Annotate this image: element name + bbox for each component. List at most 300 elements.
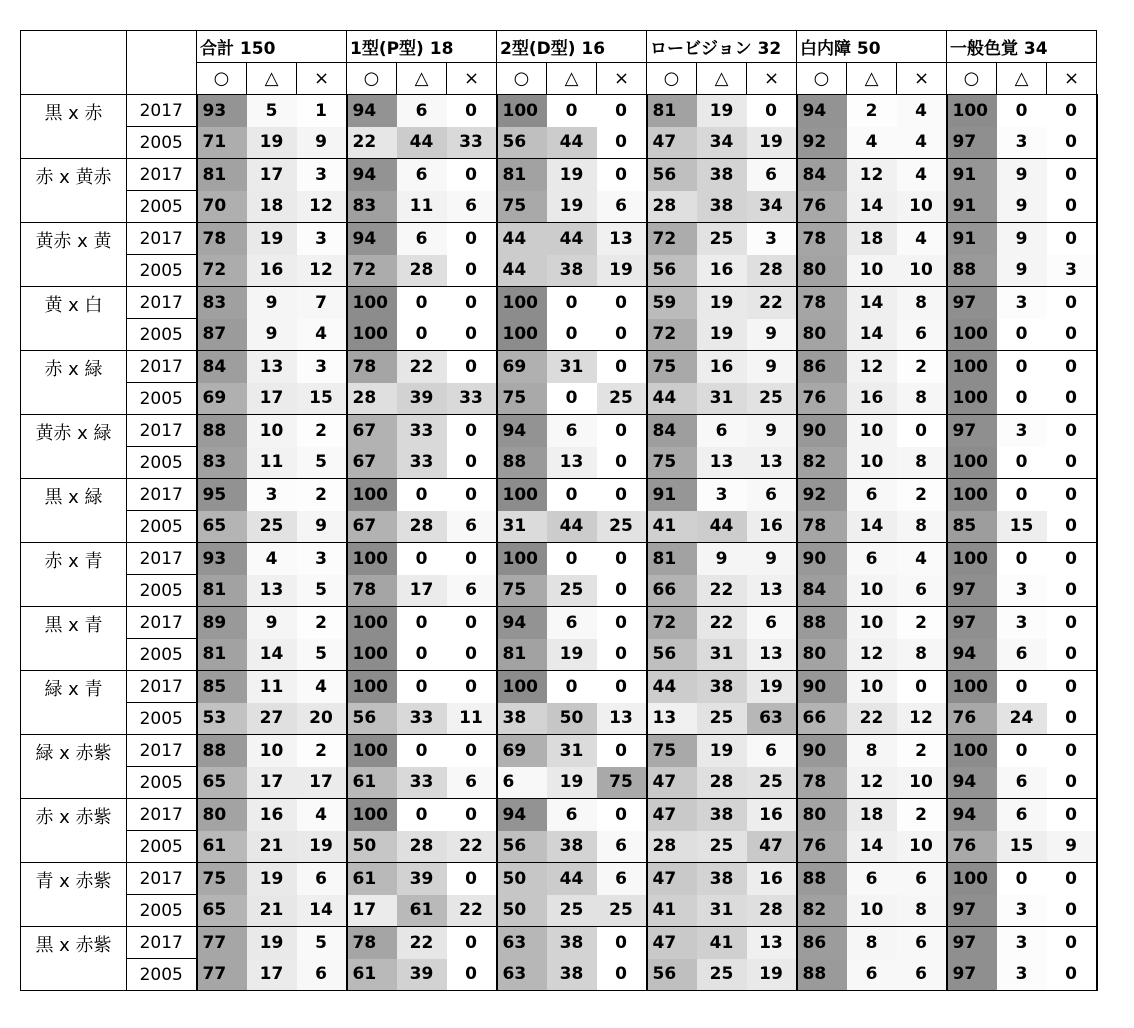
percent-cell: 100 — [947, 479, 997, 511]
percent-cell: 9 — [297, 127, 347, 159]
percent-cell: 76 — [797, 831, 847, 863]
table-row — [21, 639, 1097, 671]
percent-cell: 100 — [497, 543, 547, 575]
percent-cell: 0 — [747, 95, 797, 127]
percent-cell: 38 — [547, 255, 597, 287]
percent-cell: 17 — [397, 575, 447, 607]
table-row — [21, 543, 1097, 575]
year-cell: 2005 — [127, 383, 197, 415]
percent-cell: 12 — [847, 767, 897, 799]
percent-cell: 22 — [697, 575, 747, 607]
percent-cell: 16 — [697, 351, 747, 383]
percent-cell: 22 — [847, 703, 897, 735]
percent-cell: 12 — [847, 159, 897, 191]
percent-cell: 84 — [797, 159, 847, 191]
percent-cell: 34 — [697, 127, 747, 159]
percent-cell: 0 — [597, 415, 647, 447]
percent-cell: 4 — [897, 159, 947, 191]
percent-cell: 3 — [997, 287, 1047, 319]
percent-cell: 38 — [497, 703, 547, 735]
percent-cell: 6 — [747, 607, 797, 639]
percent-cell: 8 — [897, 287, 947, 319]
percent-cell: 0 — [1047, 191, 1097, 223]
percent-cell: 9 — [247, 607, 297, 639]
percent-cell: 10 — [897, 831, 947, 863]
color-pair-label: 黄赤 x 緑 — [21, 415, 127, 479]
percent-cell: 41 — [697, 927, 747, 959]
percent-cell: 6 — [447, 575, 497, 607]
symbol-header-cell: △ — [247, 63, 297, 95]
color-pair-label: 黄 x 白 — [21, 287, 127, 351]
percent-cell: 13 — [747, 639, 797, 671]
percent-cell: 33 — [447, 127, 497, 159]
year-cell: 2017 — [127, 415, 197, 447]
percent-cell: 2 — [897, 351, 947, 383]
symbol-header-cell: △ — [397, 63, 447, 95]
percent-cell: 44 — [497, 255, 547, 287]
percent-cell: 100 — [947, 95, 997, 127]
percent-cell: 94 — [797, 95, 847, 127]
percent-cell: 67 — [347, 447, 397, 479]
percent-cell: 25 — [597, 895, 647, 927]
percent-cell: 9 — [747, 543, 797, 575]
percent-cell: 13 — [547, 447, 597, 479]
percent-cell: 19 — [697, 735, 747, 767]
percent-cell: 0 — [547, 479, 597, 511]
percent-cell: 6 — [847, 543, 897, 575]
percent-cell: 9 — [997, 223, 1047, 255]
color-pair-label: 緑 x 赤紫 — [21, 735, 127, 799]
percent-cell: 0 — [447, 95, 497, 127]
percent-cell: 13 — [247, 575, 297, 607]
percent-cell: 61 — [197, 831, 247, 863]
percent-cell: 92 — [797, 127, 847, 159]
year-cell: 2017 — [127, 735, 197, 767]
percent-cell: 72 — [347, 255, 397, 287]
percent-cell: 47 — [647, 767, 697, 799]
percent-cell: 6 — [597, 191, 647, 223]
percent-cell: 56 — [647, 959, 697, 991]
table-row — [21, 927, 1097, 959]
percent-cell: 2 — [897, 607, 947, 639]
percent-cell: 0 — [447, 959, 497, 991]
percent-cell: 5 — [297, 447, 347, 479]
percent-cell: 69 — [197, 383, 247, 415]
percent-cell: 6 — [897, 863, 947, 895]
percent-cell: 83 — [197, 287, 247, 319]
group-header-type2: 2型(D型) 16 — [497, 31, 647, 63]
percent-cell: 19 — [247, 927, 297, 959]
percent-cell: 0 — [1047, 383, 1097, 415]
percent-cell: 3 — [997, 415, 1047, 447]
percent-cell: 13 — [747, 927, 797, 959]
percent-cell: 31 — [547, 351, 597, 383]
percent-cell: 3 — [1047, 255, 1097, 287]
percent-cell: 21 — [247, 895, 297, 927]
symbol-header-cell: × — [297, 63, 347, 95]
percent-cell: 50 — [547, 703, 597, 735]
percent-cell: 72 — [197, 255, 247, 287]
percent-cell: 100 — [947, 447, 997, 479]
percent-cell: 67 — [347, 415, 397, 447]
percent-cell: 6 — [547, 799, 597, 831]
table-row — [21, 255, 1097, 287]
percent-cell: 0 — [997, 863, 1047, 895]
percent-cell: 10 — [847, 895, 897, 927]
percent-cell: 19 — [547, 767, 597, 799]
percent-cell: 41 — [647, 511, 697, 543]
percent-cell: 10 — [847, 575, 897, 607]
percent-cell: 80 — [797, 799, 847, 831]
year-cell: 2017 — [127, 863, 197, 895]
group-header-total: 合計 150 — [197, 31, 347, 63]
percent-cell: 10 — [897, 767, 947, 799]
percent-cell: 11 — [247, 671, 297, 703]
percent-cell: 82 — [797, 895, 847, 927]
percent-cell: 28 — [747, 255, 797, 287]
symbol-header-cell: × — [747, 63, 797, 95]
percent-cell: 6 — [297, 959, 347, 991]
percent-cell: 90 — [797, 735, 847, 767]
percent-cell: 10 — [847, 607, 897, 639]
percent-cell: 7 — [297, 287, 347, 319]
percent-cell: 13 — [597, 223, 647, 255]
percent-cell: 41 — [647, 895, 697, 927]
percent-cell: 0 — [997, 447, 1047, 479]
percent-cell: 14 — [847, 831, 897, 863]
percent-cell: 28 — [647, 831, 697, 863]
percent-cell: 2 — [897, 799, 947, 831]
percent-cell: 28 — [747, 895, 797, 927]
percent-cell: 100 — [347, 735, 397, 767]
percent-cell: 100 — [947, 863, 997, 895]
group-header-low-vision: ロービジョン 32 — [647, 31, 797, 63]
percent-cell: 56 — [647, 255, 697, 287]
percent-cell: 19 — [747, 671, 797, 703]
table-row — [21, 95, 1097, 127]
color-pair-label: 黒 x 赤紫 — [21, 927, 127, 991]
year-cell: 2005 — [127, 703, 197, 735]
percent-cell: 17 — [347, 895, 397, 927]
percent-cell: 47 — [647, 127, 697, 159]
percent-cell: 25 — [547, 575, 597, 607]
percent-cell: 8 — [897, 895, 947, 927]
percent-cell: 0 — [397, 543, 447, 575]
percent-cell: 65 — [197, 767, 247, 799]
percent-cell: 80 — [797, 639, 847, 671]
percent-cell: 61 — [397, 895, 447, 927]
percent-cell: 28 — [397, 831, 447, 863]
group-header-type1: 1型(P型) 18 — [347, 31, 497, 63]
color-pair-label: 青 x 赤紫 — [21, 863, 127, 927]
percent-cell: 94 — [347, 95, 397, 127]
percent-cell: 3 — [997, 927, 1047, 959]
percent-cell: 91 — [947, 159, 997, 191]
percent-cell: 56 — [647, 159, 697, 191]
percent-cell: 8 — [847, 927, 897, 959]
percent-cell: 0 — [447, 671, 497, 703]
percent-cell: 100 — [347, 479, 397, 511]
percent-cell: 47 — [647, 799, 697, 831]
percent-cell: 10 — [247, 735, 297, 767]
percent-cell: 0 — [547, 95, 597, 127]
percent-cell: 15 — [297, 383, 347, 415]
percent-cell: 0 — [1047, 415, 1097, 447]
percent-cell: 6 — [847, 479, 897, 511]
percent-cell: 5 — [297, 575, 347, 607]
percent-cell: 20 — [297, 703, 347, 735]
percent-cell: 38 — [697, 159, 747, 191]
percent-cell: 100 — [497, 95, 547, 127]
percent-cell: 88 — [797, 959, 847, 991]
percent-cell: 81 — [497, 159, 547, 191]
percent-cell: 22 — [347, 127, 397, 159]
percent-cell: 0 — [997, 383, 1047, 415]
percent-cell: 75 — [647, 447, 697, 479]
percent-cell: 12 — [897, 703, 947, 735]
table-row — [21, 223, 1097, 255]
percent-cell: 0 — [597, 287, 647, 319]
percent-cell: 0 — [597, 959, 647, 991]
percent-cell: 2 — [847, 95, 897, 127]
percent-cell: 0 — [1047, 671, 1097, 703]
percent-cell: 3 — [297, 159, 347, 191]
percent-cell: 25 — [547, 895, 597, 927]
percent-cell: 0 — [997, 479, 1047, 511]
percent-cell: 16 — [847, 383, 897, 415]
percent-cell: 6 — [997, 799, 1047, 831]
percent-cell: 16 — [697, 255, 747, 287]
percent-cell: 97 — [947, 927, 997, 959]
percent-cell: 100 — [347, 607, 397, 639]
percent-cell: 14 — [847, 287, 897, 319]
percent-cell: 22 — [747, 287, 797, 319]
percent-cell: 28 — [397, 511, 447, 543]
percent-cell: 72 — [647, 223, 697, 255]
percent-cell: 16 — [747, 511, 797, 543]
percent-cell: 3 — [297, 223, 347, 255]
percent-cell: 11 — [447, 703, 497, 735]
percent-cell: 5 — [297, 927, 347, 959]
percent-cell: 44 — [397, 127, 447, 159]
percent-cell: 0 — [997, 351, 1047, 383]
year-cell: 2017 — [127, 95, 197, 127]
percent-cell: 2 — [297, 479, 347, 511]
percent-cell: 0 — [447, 319, 497, 351]
percent-cell: 0 — [547, 543, 597, 575]
percent-cell: 0 — [1047, 127, 1097, 159]
year-cell: 2017 — [127, 223, 197, 255]
percent-cell: 94 — [947, 799, 997, 831]
percent-cell: 38 — [697, 671, 747, 703]
percent-cell: 100 — [347, 799, 397, 831]
symbol-header-cell: ○ — [947, 63, 997, 95]
percent-cell: 47 — [747, 831, 797, 863]
percent-cell: 6 — [897, 575, 947, 607]
percent-cell: 90 — [797, 415, 847, 447]
percent-cell: 33 — [397, 415, 447, 447]
percent-cell: 9 — [747, 415, 797, 447]
percent-cell: 0 — [1047, 703, 1097, 735]
table-row — [21, 959, 1097, 991]
percent-cell: 3 — [297, 351, 347, 383]
percent-cell: 13 — [247, 351, 297, 383]
year-cell: 2005 — [127, 575, 197, 607]
percent-cell: 33 — [397, 703, 447, 735]
percent-cell: 0 — [597, 479, 647, 511]
percent-cell: 10 — [847, 447, 897, 479]
percent-cell: 1 — [297, 95, 347, 127]
percent-cell: 86 — [797, 927, 847, 959]
percent-cell: 38 — [547, 959, 597, 991]
percent-cell: 80 — [797, 319, 847, 351]
percent-cell: 2 — [897, 735, 947, 767]
percent-cell: 76 — [947, 703, 997, 735]
percent-cell: 19 — [597, 255, 647, 287]
percent-cell: 34 — [747, 191, 797, 223]
symbol-header-cell: × — [1047, 63, 1097, 95]
percent-cell: 0 — [1047, 767, 1097, 799]
year-cell: 2005 — [127, 639, 197, 671]
percent-cell: 77 — [197, 927, 247, 959]
percent-cell: 88 — [497, 447, 547, 479]
percent-cell: 91 — [647, 479, 697, 511]
percent-cell: 0 — [1047, 479, 1097, 511]
percent-cell: 4 — [847, 127, 897, 159]
percent-cell: 0 — [397, 639, 447, 671]
percent-cell: 94 — [347, 223, 397, 255]
percent-cell: 75 — [497, 383, 547, 415]
percent-cell: 100 — [947, 671, 997, 703]
symbol-header-cell: × — [897, 63, 947, 95]
percent-cell: 0 — [447, 735, 497, 767]
table-row — [21, 895, 1097, 927]
percent-cell: 25 — [247, 511, 297, 543]
percent-cell: 75 — [597, 767, 647, 799]
percent-cell: 44 — [647, 671, 697, 703]
percent-cell: 6 — [297, 863, 347, 895]
percent-cell: 0 — [447, 287, 497, 319]
group-header-row — [21, 31, 1097, 63]
percent-cell: 13 — [597, 703, 647, 735]
percent-cell: 0 — [1047, 639, 1097, 671]
percent-cell: 6 — [897, 927, 947, 959]
percent-cell: 97 — [947, 895, 997, 927]
percent-cell: 31 — [697, 383, 747, 415]
symbol-header-cell: × — [597, 63, 647, 95]
percent-cell: 21 — [247, 831, 297, 863]
percent-cell: 13 — [647, 703, 697, 735]
percent-cell: 8 — [897, 511, 947, 543]
percent-cell: 89 — [197, 607, 247, 639]
percent-cell: 75 — [647, 735, 697, 767]
percent-cell: 0 — [1047, 223, 1097, 255]
percent-cell: 25 — [697, 831, 747, 863]
percent-cell: 9 — [247, 319, 297, 351]
year-cell: 2017 — [127, 607, 197, 639]
percent-cell: 15 — [997, 511, 1047, 543]
percent-cell: 19 — [247, 127, 297, 159]
percent-cell: 0 — [1047, 863, 1097, 895]
percent-cell: 13 — [747, 575, 797, 607]
percent-cell: 0 — [1047, 319, 1097, 351]
table-row — [21, 127, 1097, 159]
color-pair-label: 赤 x 赤紫 — [21, 799, 127, 863]
percent-cell: 81 — [647, 95, 697, 127]
percent-cell: 0 — [547, 671, 597, 703]
table-row — [21, 383, 1097, 415]
percent-cell: 56 — [497, 831, 547, 863]
percent-cell: 4 — [897, 95, 947, 127]
percent-cell: 80 — [197, 799, 247, 831]
percent-cell: 80 — [797, 255, 847, 287]
percent-cell: 16 — [247, 799, 297, 831]
percent-cell: 31 — [697, 895, 747, 927]
percent-cell: 66 — [797, 703, 847, 735]
year-cell: 2005 — [127, 767, 197, 799]
percent-cell: 81 — [647, 543, 697, 575]
percent-cell: 88 — [797, 863, 847, 895]
percent-cell: 100 — [347, 671, 397, 703]
percent-cell: 8 — [897, 639, 947, 671]
percent-cell: 0 — [447, 543, 497, 575]
percent-cell: 2 — [297, 415, 347, 447]
percent-cell: 0 — [597, 127, 647, 159]
percent-cell: 61 — [347, 863, 397, 895]
percent-cell: 18 — [247, 191, 297, 223]
percent-cell: 16 — [747, 799, 797, 831]
table-row — [21, 447, 1097, 479]
color-pair-label: 黒 x 緑 — [21, 479, 127, 543]
year-cell: 2005 — [127, 447, 197, 479]
percent-cell: 78 — [347, 351, 397, 383]
percent-cell: 4 — [297, 799, 347, 831]
percent-cell: 33 — [397, 447, 447, 479]
percent-cell: 16 — [247, 255, 297, 287]
percent-cell: 6 — [847, 959, 897, 991]
header-corner-pair — [21, 31, 127, 95]
percent-cell: 75 — [647, 351, 697, 383]
percent-cell: 6 — [997, 767, 1047, 799]
percent-cell: 22 — [697, 607, 747, 639]
percent-cell: 0 — [547, 319, 597, 351]
percent-cell: 0 — [397, 287, 447, 319]
percent-cell: 82 — [797, 447, 847, 479]
symbol-header-cell: △ — [547, 63, 597, 95]
percent-cell: 69 — [497, 351, 547, 383]
percent-cell: 0 — [1047, 895, 1097, 927]
percent-cell: 19 — [697, 95, 747, 127]
percent-cell: 0 — [447, 607, 497, 639]
percent-cell: 78 — [797, 223, 847, 255]
table-row — [21, 671, 1097, 703]
percent-cell: 90 — [797, 671, 847, 703]
color-pair-label: 赤 x 緑 — [21, 351, 127, 415]
table-row — [21, 799, 1097, 831]
percent-cell: 27 — [247, 703, 297, 735]
percent-cell: 5 — [247, 95, 297, 127]
percent-cell: 75 — [497, 191, 547, 223]
percent-cell: 44 — [547, 863, 597, 895]
percent-cell: 0 — [397, 799, 447, 831]
percent-cell: 31 — [697, 639, 747, 671]
color-pair-label: 黒 x 赤 — [21, 95, 127, 159]
percent-cell: 47 — [647, 863, 697, 895]
percent-cell: 0 — [1047, 447, 1097, 479]
percent-cell: 3 — [997, 127, 1047, 159]
table-row — [21, 703, 1097, 735]
symbol-header-cell: ○ — [797, 63, 847, 95]
